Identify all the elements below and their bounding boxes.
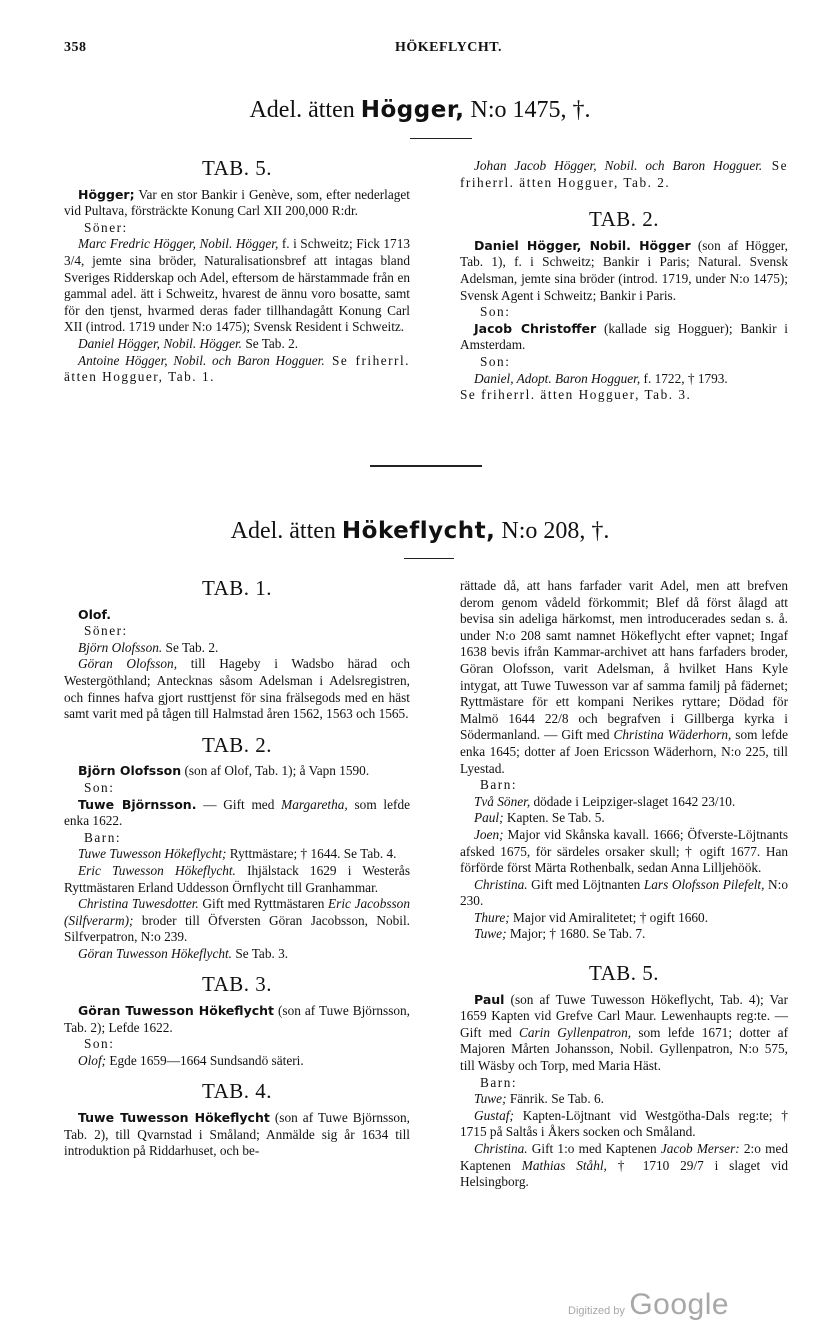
cross-reference: Se friherrl. ätten Hogguer, Tab. 3. (460, 387, 692, 403)
spouse-name: Carin Gyllenpatron, (518, 1024, 632, 1040)
person-name: Christina. (474, 1141, 528, 1156)
spouse-name: Jacob Merser: (660, 1141, 740, 1156)
entry-tuwe (64, 797, 410, 830)
tab-heading: TAB. 2. (201, 732, 273, 757)
entry-tuwe-major (460, 926, 788, 943)
son-label: Son: (84, 779, 115, 795)
entry-text: Major vid Skånska kavall. 1666; Öfverste-Löjtnants afsked 1675, för särdeles orsaker skull; † ogift 1677. Han förförde först Märta Rothenbalk, sedan Anna Lilljehöök. (460, 826, 788, 876)
tab-heading: TAB. 2. (588, 207, 660, 232)
entry-text: Kapten-Löjtnant vid Westgötha-Dals reg:te; † 1715 på Saltås i Åkers socken och Småland. (460, 1107, 788, 1140)
hokeflycht-right-column (460, 578, 788, 1191)
entry-text: Major vid Amiralitetet; † ogift 1660. (509, 909, 709, 925)
person-name: Gustaf; (474, 1107, 514, 1123)
entry-text: (son af Tuwe Björnsson, Tab. 2); Lefde 1622. (64, 1003, 410, 1035)
cross-reference: Kapten. Se Tab. 5. (503, 810, 605, 826)
entry-text: dödade i Leipziger-slaget 1642 23/10. (530, 793, 736, 809)
barn-label: Barn: (480, 1074, 518, 1090)
person-name: Joen; (474, 826, 504, 842)
digitized-watermark (568, 1288, 729, 1322)
entry-christina (64, 896, 410, 946)
entry-gustaf (460, 1108, 788, 1141)
person-name: Daniel Högger, Nobil. Högger. (78, 335, 242, 351)
spouse-name: Margaretha, (281, 796, 348, 812)
title-suffix: N:o 208, †. (495, 518, 610, 544)
person-name: Paul (474, 991, 505, 1007)
title-family-name: Hökeflycht, (341, 518, 496, 544)
spouse-name: Lars Olofsson Pilefelt, (643, 876, 765, 892)
entry-text: rättade då, att hans farfader varit Adel, men att brefven derom genom vådeld förkommit; Blef då först ålagd att bevisa sin adeliga härkomst, men introducerades sedan s. å. under N:o 208 samt namnet Hökeflycht efter vapnet; Ingaf 1638 bevis ifrån Kammar-archivet att hans farfaders broder, Göran Olofsson, varit Adelsman, å hvilket Hans Kyle intygat, att Tuwe Tuwesson var af samma familj på fädernet; Ryttmästare för ett kompani Nerikes ryttare; Dödad för Malmö 1644 22/8 och begrafven i Gillberga kyrka i Södermanland. — Gift med (460, 578, 788, 743)
person-name: Göran Tuwesson Hökeflycht (78, 1003, 275, 1019)
entry-text: Gift med Ryttmästaren (198, 896, 329, 912)
person-name: Tuwe Björnsson. (78, 796, 197, 812)
entry-olof-egde (64, 1053, 410, 1070)
entry-text: som lefde enka 1645; dotter af Joen Ericsson Wäderhorn, N:o 225, till Lyestad. (460, 727, 788, 776)
entry-text: Var en stor Bankir i Genève, som, efter nederlaget vid Pultava, försträckte Konung Carl XII 200,000 R:dr. (64, 186, 410, 219)
entry-text: till Hageby i Wadsbo härad och Westergöthland; Antecknas såsom Adelsman i Adelsregistren, och finnes hafva gjort rusttjenst för sina frälsegods med en häst samt varit med på tågen till Halmstad åren 1562, 1563 och 1565. (64, 656, 410, 722)
entry-tuwe-tuwesson (64, 846, 410, 863)
entry-thure (460, 910, 788, 927)
title-prefix: Adel. ätten (249, 97, 361, 123)
entry-text: broder till Öfversten Göran Jacobsson, Nobil. Silfverpatron, N:o 239. (64, 912, 410, 945)
entry-johan (460, 158, 788, 191)
entry-text: (son af Olof, Tab. 1); å Vapn 1590. (181, 763, 370, 779)
hogger-left-column (64, 158, 410, 386)
google-logo: Google (629, 1288, 730, 1321)
entry-goran-tuwesson (64, 946, 410, 963)
person-name: Tuwe; (474, 926, 507, 942)
tab-heading: TAB. 5. (201, 156, 273, 180)
person-name: Daniel, Adopt. Baron Hogguer, (474, 370, 641, 386)
son-label: Son: (480, 304, 511, 320)
section-title-hogger (0, 97, 840, 124)
title-family-name: Högger, (360, 97, 465, 123)
entry-hogger (64, 187, 410, 220)
soner-label: Söner: (84, 219, 128, 235)
entry-text: (kallade sig Hogguer); Bankir i Amsterdam. (460, 320, 788, 353)
entry-text: † 1710 29/7 i slaget vid Helsingborg. (460, 1157, 789, 1190)
person-name: Tuwe Tuwesson Hökeflycht; (78, 846, 227, 862)
tab-heading: TAB. 1. (201, 576, 273, 600)
entry-text: Gift 1:o med Kaptenen (527, 1141, 661, 1156)
entry-daniel (64, 336, 410, 353)
cross-reference: Se Tab. 2. (162, 639, 219, 655)
entry-text: Egde 1659—1664 Sundsandö säteri. (106, 1052, 304, 1068)
entry-daniel-hogger (460, 238, 788, 304)
title-rule (410, 138, 472, 139)
person-name: Antoine Högger, Nobil. och Baron Hogguer. (78, 352, 325, 368)
entry-text: N:o 230. (460, 876, 788, 909)
person-name: Olof; (78, 1052, 107, 1068)
title-rule (404, 558, 454, 559)
barn-label: Barn: (84, 829, 122, 845)
soner-label: Söner: (84, 623, 128, 639)
entry-text: f. i Schweitz; Fick 1713 3/4, jemte sina bröder, Naturalisationsbref att intagas bland Sveriges Ridderskap och Adel, eftersom de härstammade från en gammal adel. ätt i Schweitz, hvarest de ännu voro bosatte, samt för den tjenst, hvarmed deras fader tillhandagått Konung Carl XII (introd. 1719 under N:o 1475); Svensk Resident i Schweitz. (64, 236, 410, 335)
title-suffix: N:o 1475, †. (464, 97, 591, 123)
entry-continuation (460, 578, 788, 777)
person-name: Marc Fredric Högger, Nobil. Högger, (78, 236, 279, 252)
person-name: Högger; (78, 186, 135, 202)
son-label: Son: (480, 353, 511, 369)
cross-reference: Se friherrl. ätten Hogguer, Tab. 2. (460, 158, 788, 190)
entry-joen (460, 827, 788, 877)
cross-reference: Se Tab. 3. (232, 945, 289, 961)
barn-label: Barn: (480, 777, 518, 793)
entry-goran-hokeflycht (64, 1003, 410, 1036)
person-name: Björn Olofsson (78, 763, 182, 779)
entry-two-sons (460, 794, 788, 811)
cross-reference: Se Tab. 2. (242, 335, 299, 351)
tab-heading: TAB. 5. (588, 961, 660, 986)
person-name: Tuwe; (474, 1091, 507, 1107)
entry-text: som lefde 1671; dotter af Majoren Mårten Johansson, Nobil. Gyllenpatron, N:o 575, till Wäsby och Torp, med Maria Häst. (460, 1024, 788, 1074)
entry-christina-tab5 (460, 1141, 788, 1191)
entry-text: Ryttmästare; † 1644. Se Tab. 4. (226, 846, 397, 862)
person-name: Daniel Högger, Nobil. Högger (474, 237, 691, 253)
person-name: Christina Tuwesdotter. (78, 896, 199, 912)
cross-reference: Fänrik. Se Tab. 6. (506, 1091, 604, 1107)
person-name: Eric Tuwesson Hökeflycht. (78, 862, 236, 878)
entry-text: Major; † 1680. Se Tab. 7. (506, 926, 646, 942)
person-name: Björn Olofsson. (78, 639, 163, 655)
entry-paul-tab5 (460, 992, 788, 1075)
digitized-by-label: Digitized by (568, 1305, 625, 1317)
spouse-name: Christina Wäderhorn, (613, 727, 732, 743)
entry-goran (64, 656, 410, 722)
entry-olof (64, 607, 410, 624)
entry-text: f. 1722, † 1793. (640, 370, 728, 386)
entry-bjorn (64, 640, 410, 657)
entry-text: — Gift med (196, 796, 282, 812)
person-name: Olof. (78, 606, 112, 622)
entry-paul (460, 810, 788, 827)
person-name: Göran Olofsson, (78, 656, 178, 672)
title-prefix: Adel. ätten (230, 518, 342, 544)
entry-daniel-adopt (460, 371, 788, 388)
entry-marc (64, 236, 410, 336)
entry-text: (son af Tuwe Tuwesson Hökeflycht, Tab. 4); Var 1659 Kapten vid Grefve Carl Maur. Lewenhaupts reg:te. — Gift med (460, 991, 788, 1040)
entry-christina-pilefelt (460, 877, 788, 910)
entry-eric (64, 863, 410, 896)
entry-antoine (64, 353, 410, 386)
tab-heading: TAB. 4. (201, 1079, 273, 1104)
person-name: Christina. (474, 876, 528, 892)
section-title-hokeflycht (0, 518, 840, 545)
person-name: Johan Jacob Högger, Nobil. och Baron Hogguer. (474, 158, 763, 173)
person-name: Tuwe Tuwesson Hökeflycht (78, 1110, 270, 1126)
page-number: 358 (64, 40, 87, 55)
section-separator (370, 465, 482, 467)
person-name: Thure; (474, 909, 510, 925)
cross-reference: Se friherrl. ätten Hogguer, Tab. 1. (64, 352, 410, 385)
entry-text: Gift med Löjtnanten (527, 876, 644, 892)
entry-text: (son af Tuwe Björnsson, Tab. 2), till Qvarnstad i Småland; Anmälde sig år 1634 till introduktion på Riddarhuset, och be- (64, 1110, 410, 1159)
person-name: Göran Tuwesson Hökeflycht. (78, 945, 233, 961)
spouse-name: Mathias Ståhl, (521, 1157, 607, 1173)
entry-text: Ihjälstack 1629 i Westerås Ryttmästaren Erland Uddesson Örnflycht till Granhammar. (64, 862, 410, 895)
son-label: Son: (84, 1036, 115, 1052)
hokeflycht-left-column (64, 578, 410, 1160)
entry-tuwe-fanrik (460, 1091, 788, 1108)
person-name: Två Söner, (474, 793, 531, 809)
entry-jacob (460, 321, 788, 354)
entry-text: (son af Högger, Tab. 1), f. i Schweitz; Bankir i Paris; Natural. Svensk Adelsman, jemte sina bröder (introd. 1719, under N:o 1475); Svensk Agent i Schweitz; Bankir i Paris. (460, 237, 788, 303)
tab-heading: TAB. 3. (201, 972, 273, 997)
person-name: Paul; (474, 810, 504, 826)
hogger-right-column (460, 158, 788, 404)
entry-tuwe-hokeflycht (64, 1110, 410, 1160)
entry-text: som lefde enka 1622. (64, 796, 411, 829)
spouse-name: Eric Jacobsson (Silfverarm); (64, 896, 410, 928)
entry-bjorn-olofsson (64, 763, 410, 780)
person-name: Jacob Christoffer (474, 320, 597, 336)
running-title: HÖKEFLYCHT. (395, 40, 503, 55)
entry-text: 2:o med Kaptenen (460, 1141, 788, 1173)
